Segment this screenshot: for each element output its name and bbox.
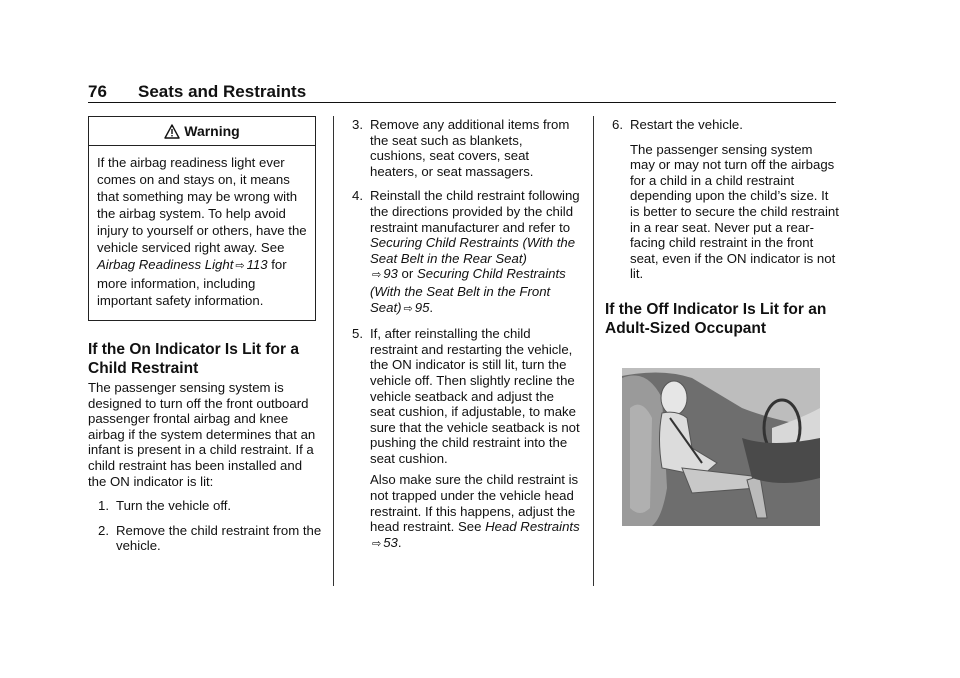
column-divider-1: [333, 116, 334, 586]
step-2: [98, 523, 323, 554]
step-6: [612, 117, 840, 133]
warning-text-2: for more information, including important safety information.: [97, 257, 287, 308]
step-6-followup: The passenger sensing system may or may not turn off the airbags for a child in a child restraint depending upon the child’s size. It is better to secure the child restraint in a rear seat. Never put a rear-facing child restraint in the front seat, even if the ON indicator is not lit.: [630, 141, 839, 282]
page-header: [88, 82, 306, 102]
warning-triangle-icon: [164, 124, 180, 139]
page-ref[interactable]: 113: [246, 257, 268, 272]
arrow-icon: ⇨: [372, 269, 382, 282]
warning-box: [88, 116, 316, 321]
page-ref[interactable]: 53: [383, 534, 398, 550]
step-number: 4.: [352, 188, 363, 204]
arrow-icon: ⇨: [372, 537, 382, 550]
step-text: Turn the vehicle off.: [116, 498, 232, 514]
step-1: [98, 498, 323, 514]
step-number: 3.: [352, 117, 363, 132]
period: .: [397, 534, 402, 550]
column-3-text: [612, 117, 840, 282]
arrow-icon: ⇨: [403, 302, 413, 315]
securing-rear-link[interactable]: Securing Child Restraints (With the Seat Belt in the Rear Seat): [370, 235, 576, 266]
page-number: 76: [88, 82, 107, 101]
step-text: Restart the vehicle.: [630, 117, 743, 132]
step-5: [352, 326, 580, 466]
column-1-text: [88, 380, 323, 563]
page-ref[interactable]: 95: [414, 299, 430, 315]
warning-body: [89, 146, 315, 309]
step-text: Remove the child restraint from the vehicle.: [116, 522, 322, 554]
intro-paragraph: The passenger sensing system is designed to turn off the front outboard passenger frontal airbag and knee airbag if the system determines that an infant is present in a child restraint. If a child restraint has been installed and the ON indicator is lit:: [88, 380, 316, 489]
adult-occupant-illustration: [622, 368, 820, 526]
step-3: [352, 117, 580, 179]
heading-off-indicator: If the Off Indicator Is Lit for an Adult-Sized Occupant: [605, 301, 827, 337]
step-4: [352, 188, 580, 317]
arrow-icon: ⇨: [235, 260, 245, 272]
step-text: Remove any additional items from the seat such as blankets, cushions, seat covers, seat heaters, or seat massagers.: [370, 117, 570, 179]
head-restraints-link[interactable]: Head Restraints: [485, 519, 580, 535]
warning-text: If the airbag readiness light ever comes on and stays on, it means that something may be wrong with the airbag system. To help avoid injury to yourself or others, have the vehicle serviced right away. See: [97, 155, 307, 255]
page-ref[interactable]: 93: [383, 266, 398, 282]
period: .: [429, 299, 434, 315]
step-text: Reinstall the child restraint following the directions provided by the child restraint manufacturer and refer to: [370, 188, 580, 235]
step-5-followup: [352, 472, 580, 552]
or-text: or: [397, 266, 417, 282]
step-number: 5.: [352, 326, 363, 342]
warning-title-bar: [89, 117, 315, 146]
step-text: If, after reinstalling the child restraint and restarting the vehicle, the ON indicator is still lit, turn the vehicle off. Then slightly recline the vehicle seatback and adjust the seat cushion, if adjustable, to make sure that the vehicle seatback is not pushing the child restraint into the seat cushion.: [370, 326, 580, 466]
step-number: 2.: [98, 522, 109, 538]
airbag-readiness-link[interactable]: Airbag Readiness Light: [97, 257, 234, 272]
column-divider-2: [593, 116, 594, 586]
step-number: 1.: [98, 498, 109, 514]
securing-front-link[interactable]: Securing Child Restraints (With the Seat Belt in the Front Seat): [370, 266, 566, 315]
column-2-text: [352, 117, 580, 552]
section-title: Seats and Restraints: [138, 82, 307, 101]
header-rule: [88, 102, 836, 103]
step-number: 6.: [612, 117, 623, 132]
followup-text: Also make sure the child restraint is not trapped under the vehicle head restraint. If this happens, adjust the head restraint. See: [370, 472, 579, 535]
warning-title: Warning: [184, 123, 240, 139]
heading-on-indicator: If the On Indicator Is Lit for a Child Restraint: [88, 341, 299, 377]
